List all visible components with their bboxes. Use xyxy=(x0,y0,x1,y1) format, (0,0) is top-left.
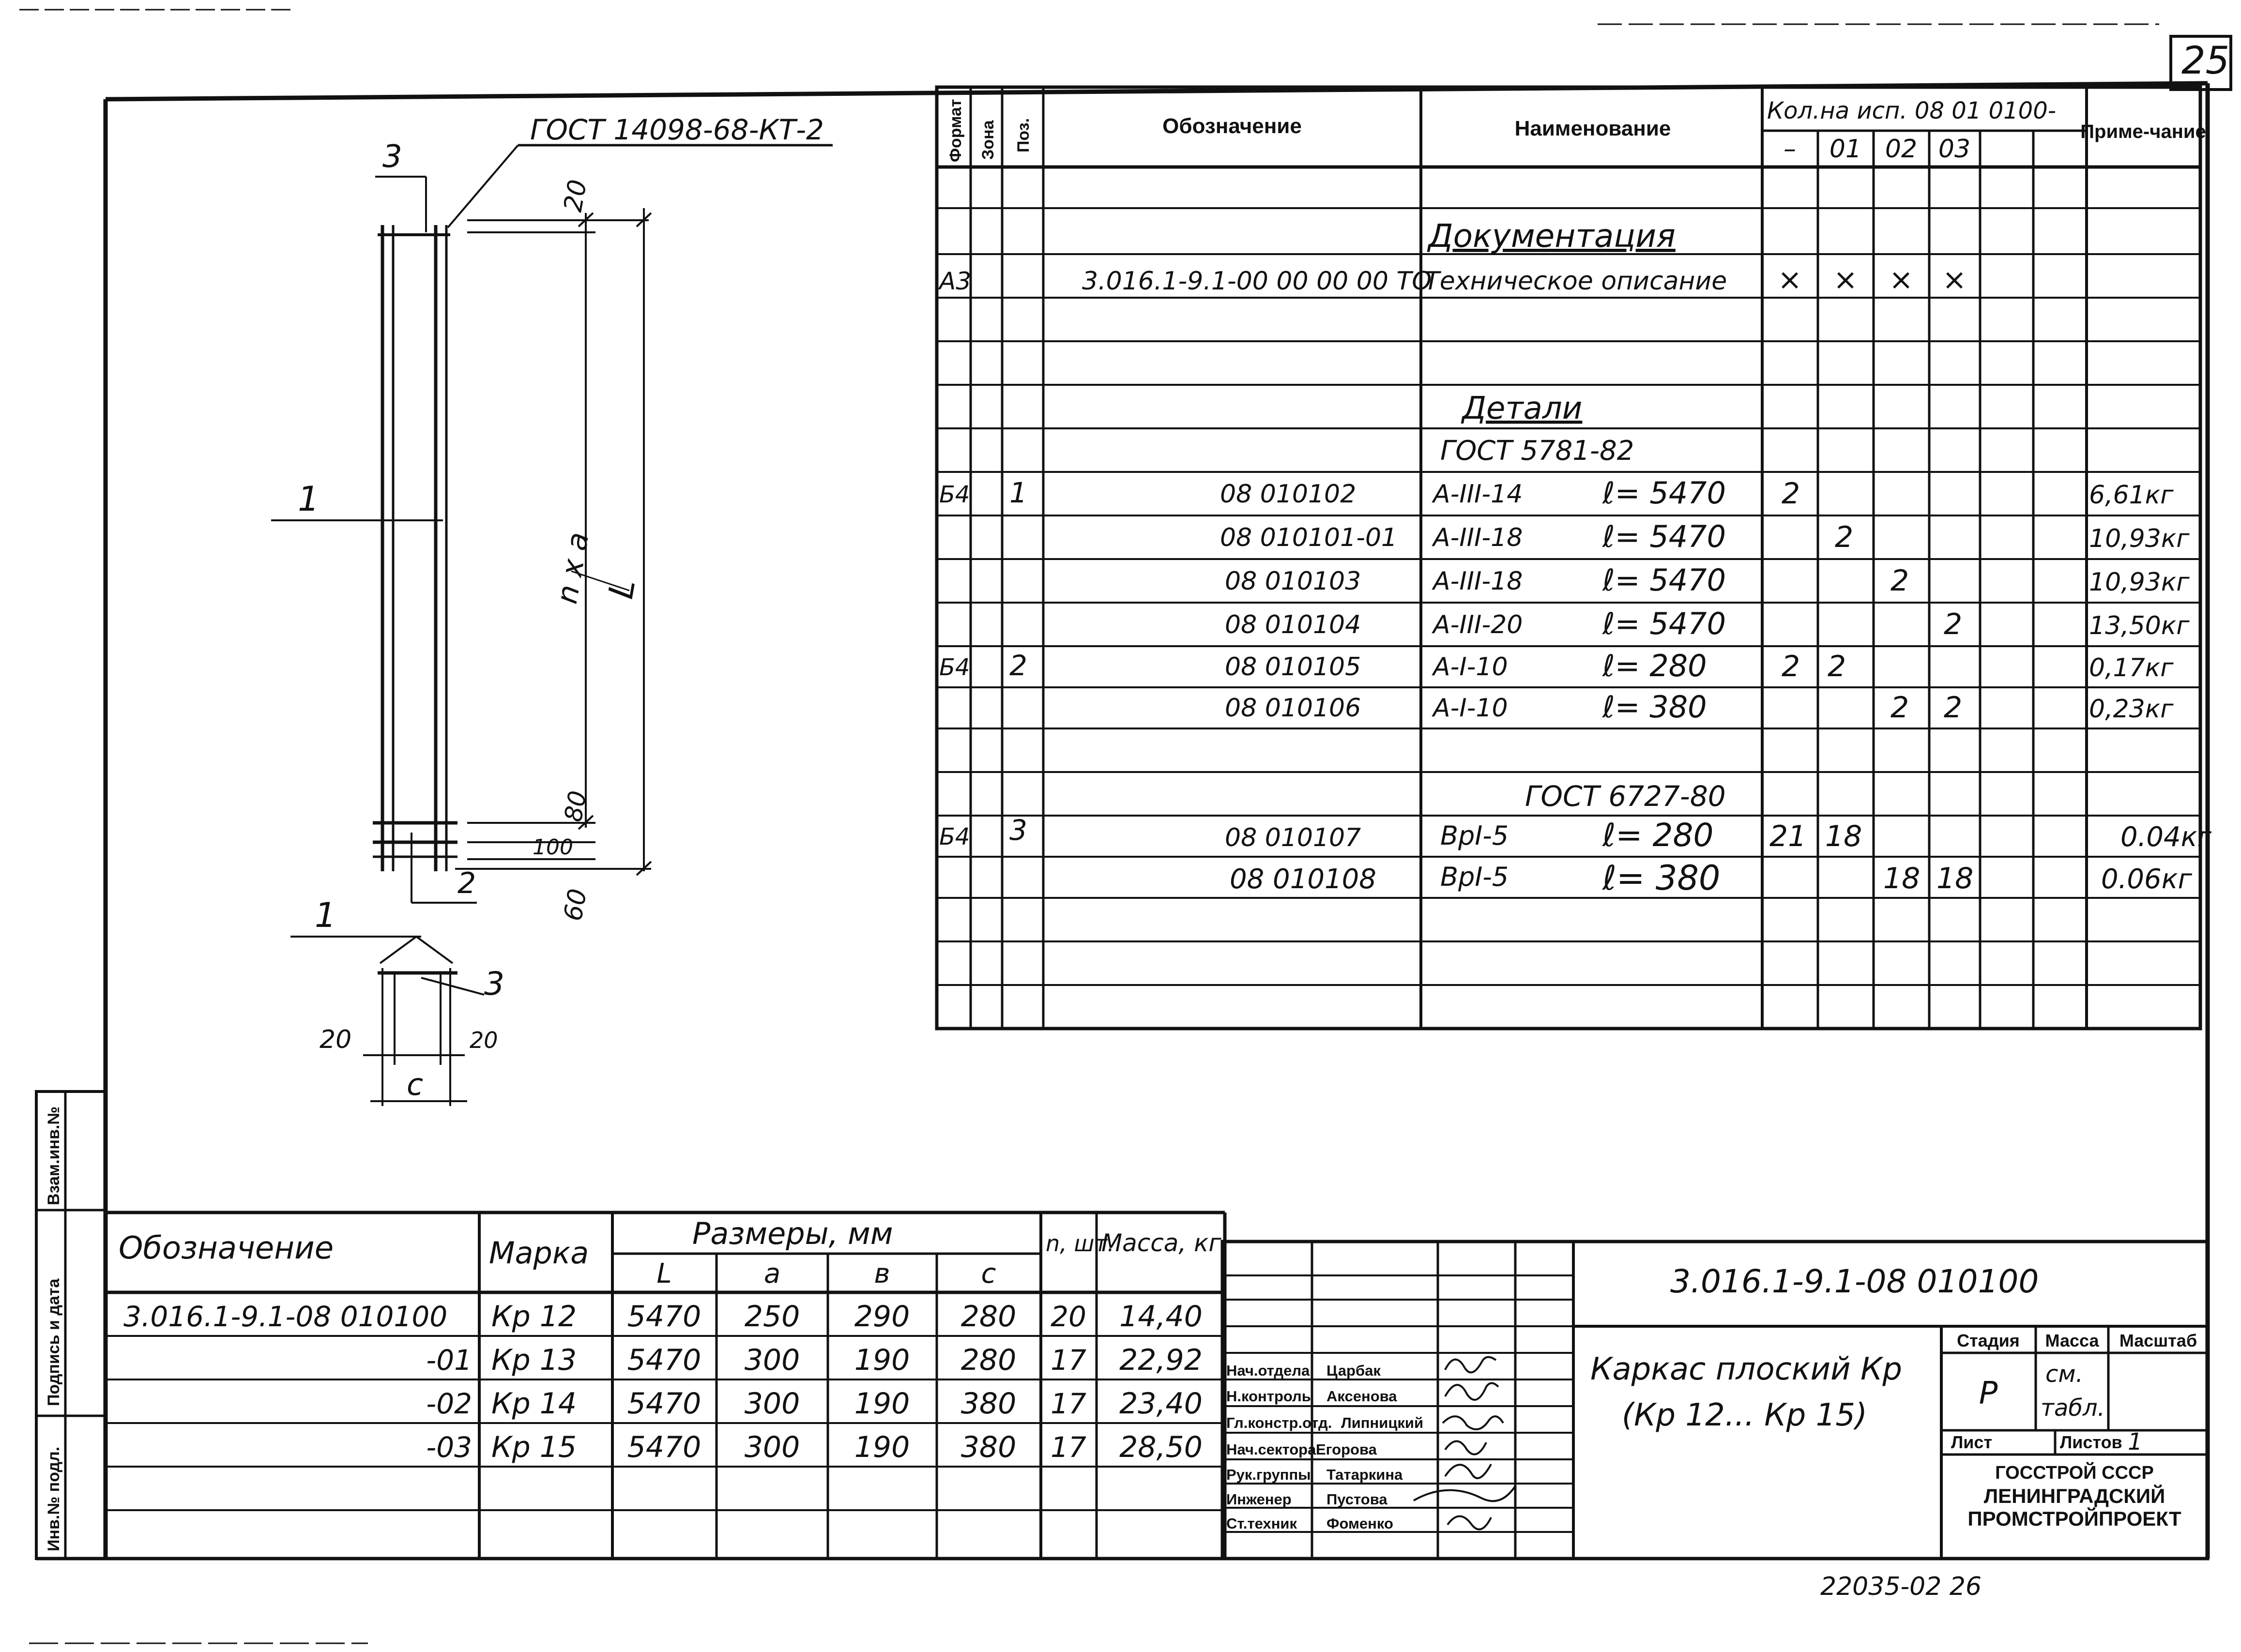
spec-row-length: ℓ= 5470 xyxy=(1602,562,1726,598)
dims-row-b: 190 xyxy=(854,1430,910,1464)
spec-row-q0: 2 xyxy=(1782,477,1800,511)
dims-row-mark: Кр 15 xyxy=(491,1430,577,1464)
spec-row-name: А-III-18 xyxy=(1433,523,1523,552)
title-block-stage-label: Стадия xyxy=(1957,1331,2020,1350)
spec-row-8 xyxy=(1230,858,2193,898)
dims-row-b: 190 xyxy=(854,1343,910,1377)
title-block-sheets: 1 xyxy=(2128,1428,2143,1455)
spec-row-5 xyxy=(939,648,2174,683)
spec-row-q3: 2 xyxy=(1944,691,1963,725)
side-stamp-sign-date: Подпись и дата xyxy=(45,1278,63,1406)
sheet-number: 25 xyxy=(2181,39,2230,83)
spec-row-designation: 08 010107 xyxy=(1225,823,1361,852)
title-block-mass-label: Масса xyxy=(2045,1331,2099,1350)
spec-row-format: Б4 xyxy=(939,654,970,681)
spec-row-designation: 08 010108 xyxy=(1230,864,1376,895)
dims-header-c: c xyxy=(981,1258,996,1289)
spec-row-length: ℓ= 280 xyxy=(1602,817,1714,854)
staff-role: Нач.отдела xyxy=(1226,1362,1310,1379)
spec-qty-col-3: 03 xyxy=(1938,135,1971,164)
staff-role: Инженер xyxy=(1226,1491,1292,1508)
spec-row-6 xyxy=(1225,689,2174,725)
dims-row-b: 190 xyxy=(854,1387,910,1421)
spec-row-name: ВрI-5 xyxy=(1440,862,1509,892)
pos-2-label: 2 xyxy=(457,866,476,900)
spec-row-q3: 2 xyxy=(1944,607,1963,641)
dim-n-a: n x a xyxy=(549,530,596,606)
staff-role: Нач.сектора xyxy=(1226,1441,1316,1458)
spec-row-3 xyxy=(1225,562,2190,598)
gost-label: ГОСТ 14098-68-КТ-2 xyxy=(530,113,824,146)
spec-row-format: Б4 xyxy=(939,823,970,850)
title-block-sheets-label: Листов xyxy=(2060,1432,2122,1452)
spec-row-note: 0.06кг xyxy=(2101,864,2192,895)
spec-row-1 xyxy=(939,475,2174,511)
spec-row-q0: 2 xyxy=(1782,650,1800,683)
dims-header-mark: Марка xyxy=(489,1235,589,1271)
pos-3-label-top: 3 xyxy=(382,139,402,175)
spec-header-format: Формат xyxy=(946,99,965,162)
dims-row-c: 380 xyxy=(960,1387,1017,1421)
spec-header-name: Наименование xyxy=(1514,117,1671,140)
dims-row-a: 250 xyxy=(744,1300,800,1334)
spec-row-note: 13,50кг xyxy=(2089,611,2190,640)
spec-row-length: ℓ= 280 xyxy=(1602,648,1707,683)
spec-doc-q1: × xyxy=(1833,263,1858,297)
spec-row-note: 0,23кг xyxy=(2089,695,2174,724)
dims-row-b: 290 xyxy=(854,1300,910,1334)
spec-row-q3: 18 xyxy=(1936,862,1974,895)
spec-row-note: 10,93кг xyxy=(2089,524,2190,553)
title-block-staff xyxy=(1226,1362,1423,1532)
staff-name: Царбак xyxy=(1326,1362,1381,1379)
side-stamp-inv-podl: Инв.№ подл. xyxy=(45,1446,63,1551)
spec-row-pos: 3 xyxy=(1009,814,1027,847)
spec-row-name: А-III-18 xyxy=(1433,567,1523,596)
spec-section-documentation: Документация xyxy=(1428,217,1676,255)
dims-row-c: 280 xyxy=(960,1300,1017,1334)
dims-header-a: a xyxy=(763,1258,781,1289)
dims-row-c: 280 xyxy=(960,1343,1017,1377)
dims-row-mass: 28,50 xyxy=(1119,1430,1203,1464)
title-block-sheet-label: Лист xyxy=(1951,1432,1993,1452)
dims-row-a: 300 xyxy=(744,1430,800,1464)
spec-row-name: ВрI-5 xyxy=(1440,820,1509,851)
spec-doc-designation: 3.016.1-9.1-00 00 00 00 ТО xyxy=(1082,267,1432,296)
spec-row-length: ℓ= 5470 xyxy=(1602,606,1726,641)
signatures xyxy=(1414,1357,1515,1530)
section-1-label: 1 xyxy=(315,895,336,935)
dims-row-n: 17 xyxy=(1051,1344,1086,1377)
spec-row-name: А-III-20 xyxy=(1433,610,1523,639)
title-block-scale-label: Масштаб xyxy=(2119,1331,2197,1350)
spec-row-length: ℓ= 5470 xyxy=(1602,475,1726,511)
staff-name: Пустова xyxy=(1326,1491,1387,1508)
dims-row-mark: Кр 13 xyxy=(491,1343,577,1377)
dims-row-designation: -02 xyxy=(426,1387,472,1420)
dims-header-sizes: Размеры, мм xyxy=(692,1216,893,1251)
spec-row-designation: 08 010104 xyxy=(1225,610,1361,639)
frame-elevation xyxy=(271,145,833,903)
staff-role: Ст.техник xyxy=(1226,1515,1297,1532)
dims-row-mark: Кр 12 xyxy=(491,1300,577,1334)
dims-row-a: 300 xyxy=(744,1343,800,1377)
spec-row-length: ℓ= 5470 xyxy=(1602,519,1726,554)
spec-row-note: 10,93кг xyxy=(2089,568,2190,597)
spec-header-zone: Зона xyxy=(979,120,997,160)
title-block-title-line2: (Кр 12... Кр 15) xyxy=(1622,1397,1867,1433)
dims-header-mass: Масса, кг xyxy=(1101,1229,1221,1257)
dims-row-mass: 14,40 xyxy=(1119,1300,1203,1334)
spec-doc-format: А3 xyxy=(939,267,972,295)
spec-row-2 xyxy=(1220,519,2190,554)
section-dim-c: c xyxy=(407,1067,424,1102)
spec-header-qty: Кол.на исп. 08 01 0100- xyxy=(1767,97,2057,124)
title-block-org-line2: ЛЕНИНГРАДСКИЙ xyxy=(1983,1485,2165,1507)
staff-name: Аксенова xyxy=(1326,1388,1397,1405)
staff-name: Липницкий xyxy=(1341,1414,1424,1431)
spec-row-format: Б4 xyxy=(939,481,970,508)
pos-1-label-top: 1 xyxy=(298,479,320,519)
section-dim-20-left: 20 xyxy=(320,1025,352,1054)
dims-row-mass: 22,92 xyxy=(1119,1343,1203,1377)
side-stamp-vzam-inv: Взам.инв.№ xyxy=(45,1106,63,1205)
dims-row-mass: 23,40 xyxy=(1119,1387,1203,1421)
dims-header-designation: Обозначение xyxy=(119,1230,334,1266)
spec-gost-5781: ГОСТ 5781-82 xyxy=(1440,435,1634,467)
spec-row-name: А-III-14 xyxy=(1433,480,1523,509)
dims-row-L: 5470 xyxy=(627,1343,701,1377)
spec-row-7 xyxy=(939,814,2212,854)
spec-header-pos: Поз. xyxy=(1014,118,1033,152)
section-dim-20-right: 20 xyxy=(470,1027,498,1053)
spec-row-note: 6,61кг xyxy=(2089,481,2174,510)
staff-name: Фоменко xyxy=(1326,1515,1393,1532)
dims-header-b: в xyxy=(874,1258,890,1289)
dims-row-L: 5470 xyxy=(627,1387,701,1421)
spec-header-designation: Обозначение xyxy=(1162,114,1302,138)
spec-row-pos: 1 xyxy=(1009,476,1027,509)
spec-row-q2: 2 xyxy=(1890,564,1909,598)
spec-row-note: 0.04кг xyxy=(2120,821,2211,853)
spec-qty-col-1: 01 xyxy=(1829,135,1862,164)
spec-qty-col-2: 02 xyxy=(1885,135,1918,164)
title-block-org-line3: ПРОМСТРОЙПРОЕКТ xyxy=(1967,1507,2181,1530)
dims-row-3 xyxy=(426,1387,1203,1421)
spec-qty-col-0: – xyxy=(1784,135,1796,164)
spec-row-q1: 2 xyxy=(1835,520,1854,554)
staff-role: Рук.группы xyxy=(1226,1466,1311,1483)
spec-row-length: ℓ= 380 xyxy=(1602,858,1721,898)
spec-doc-q3: × xyxy=(1942,263,1967,297)
spec-section-parts: Детали xyxy=(1462,391,1583,426)
spec-row-designation: 08 010106 xyxy=(1225,694,1361,723)
spec-row-name: А-I-10 xyxy=(1433,694,1508,723)
dims-row-2 xyxy=(426,1343,1203,1377)
spec-doc-q0: × xyxy=(1777,263,1802,297)
dims-row-designation: 3.016.1-9.1-08 010100 xyxy=(123,1300,448,1333)
spec-row-designation: 08 010102 xyxy=(1220,480,1357,509)
spec-row-q2: 18 xyxy=(1883,862,1921,895)
dims-row-designation: -01 xyxy=(426,1344,472,1377)
dims-row-L: 5470 xyxy=(627,1430,701,1464)
title-block-stage: Р xyxy=(1979,1376,1998,1411)
spec-row-q1: 2 xyxy=(1828,650,1846,683)
spec-row-pos: 2 xyxy=(1009,649,1027,682)
dim-60: 60 xyxy=(558,886,593,924)
title-block-code: 3.016.1-9.1-08 010100 xyxy=(1670,1263,2039,1300)
section-3-label: 3 xyxy=(484,965,504,1002)
title-block-mass-line1: см. xyxy=(2045,1361,2083,1388)
spec-header-note: Приме-чание xyxy=(2080,121,2206,142)
archive-code: 22035-02 26 xyxy=(1820,1572,1982,1601)
spec-doc-name: Техническое описание xyxy=(1424,267,1727,296)
title-block-org-line1: ГОССТРОЙ СССР xyxy=(1995,1463,2154,1483)
staff-role: Гл.констр.отд. xyxy=(1226,1414,1332,1431)
dims-row-L: 5470 xyxy=(627,1300,701,1334)
spec-row-designation: 08 010101-01 xyxy=(1220,523,1398,552)
dims-row-designation: -03 xyxy=(426,1431,472,1464)
dim-L: L xyxy=(600,576,643,602)
title-block-mass-line2: табл. xyxy=(2041,1394,2105,1422)
spec-row-designation: 08 010105 xyxy=(1225,652,1361,682)
section-view xyxy=(290,937,484,1106)
staff-name: Егорова xyxy=(1316,1441,1377,1458)
dims-row-n: 20 xyxy=(1051,1300,1086,1333)
staff-name: Татаркина xyxy=(1326,1466,1403,1483)
dims-row-n: 17 xyxy=(1051,1431,1086,1464)
dim-100: 100 xyxy=(533,835,573,860)
spec-row-length: ℓ= 380 xyxy=(1602,689,1707,725)
dims-row-c: 380 xyxy=(960,1430,1017,1464)
dims-header-n: n, шт. xyxy=(1046,1230,1114,1257)
spec-row-q0: 21 xyxy=(1769,819,1807,853)
spec-row-q2: 2 xyxy=(1890,691,1909,725)
dims-row-mark: Кр 14 xyxy=(491,1387,577,1421)
spec-row-q1: 18 xyxy=(1825,819,1862,853)
title-block-title-line1: Каркас плоский Кр xyxy=(1590,1351,1903,1387)
dim-20-top: 20 xyxy=(558,177,593,214)
spec-gost-6727: ГОСТ 6727-80 xyxy=(1525,780,1726,813)
dims-header-L: L xyxy=(656,1258,672,1289)
spec-row-4 xyxy=(1225,606,2190,641)
spec-row-note: 0,17кг xyxy=(2089,653,2174,682)
dims-row-a: 300 xyxy=(744,1387,800,1421)
staff-role: Н.контроль xyxy=(1226,1388,1311,1405)
spec-doc-q2: × xyxy=(1889,263,1914,297)
dim-80: 80 xyxy=(559,788,592,824)
spec-row-name: А-I-10 xyxy=(1433,652,1508,682)
spec-row-designation: 08 010103 xyxy=(1225,567,1361,596)
dims-row-4 xyxy=(426,1430,1203,1464)
dims-row-n: 17 xyxy=(1051,1387,1086,1420)
